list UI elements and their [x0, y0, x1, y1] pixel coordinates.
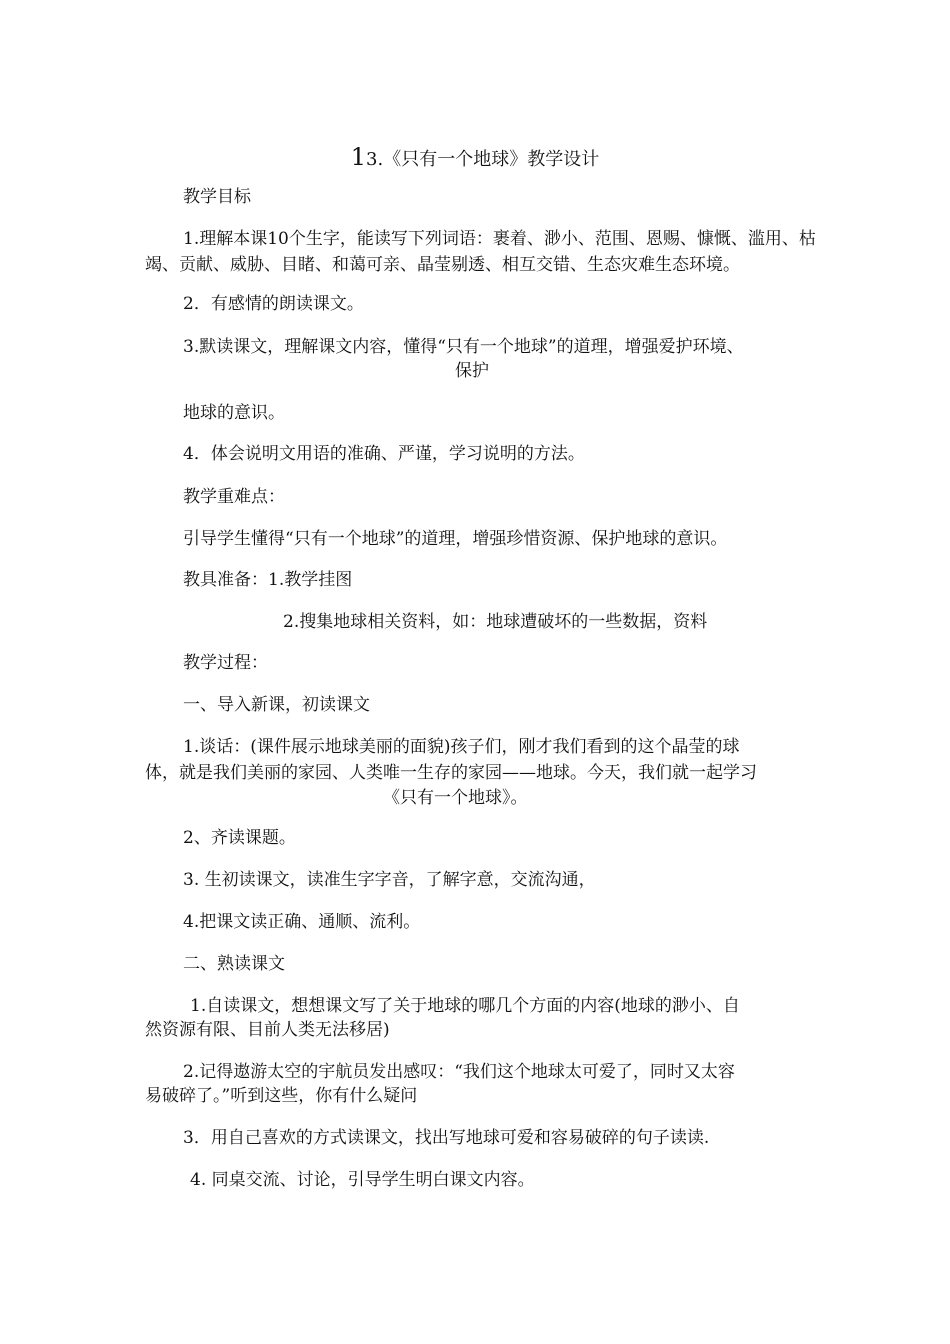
tools-line-2: 2.搜集地球相关资料，如：地球遭破坏的一些数据，资料 [283, 612, 708, 632]
part-2-item-4: 4. 同桌交流、讨论，引导学生明白课文内容。 [190, 1170, 535, 1190]
goal-item-3-line-1: 3.默读课文，理解课文内容，懂得“只有一个地球”的道理，增强爱护环境、 [183, 337, 744, 357]
part-2-item-1-line-1: 1.自读课文，想想课文写了关于地球的哪几个方面的内容(地球的渺小、自 [190, 996, 740, 1016]
part-1-heading: 一、导入新课，初读课文 [183, 695, 370, 715]
goal-item-3-line-2: 保护 [455, 361, 489, 381]
section-heading-process: 教学过程： [183, 653, 268, 673]
part-2-item-1-line-2: 然资源有限、目前人类无法移居) [145, 1020, 390, 1040]
section-heading-goals: 教学目标 [183, 187, 251, 207]
part-2-item-2-line-1: 2.记得遨游太空的宇航员发出感叹：“我们这个地球太可爱了，同时又太容 [183, 1062, 735, 1082]
goal-item-4: 4．体会说明文用语的准确、严谨，学习说明的方法。 [183, 444, 585, 464]
page-title [0, 143, 950, 171]
part-2-item-2-line-2: 易破碎了。”听到这些，你有什么疑问 [145, 1086, 418, 1106]
section-heading-key-points: 教学重难点： [183, 487, 285, 507]
part-1-item-2: 2、齐读课题。 [183, 828, 296, 848]
title-text: 3.《只有一个地球》教学设计 [366, 149, 600, 170]
part-1-item-3: 3. 生初读课文，读准生字字音，了解字意，交流沟通， [183, 870, 596, 890]
part-1-item-1-line-3: 《只有一个地球》。 [383, 788, 528, 808]
goal-item-1: 1.理解本课10个生字，能读写下列词语：裹着、渺小、范围、恩赐、慷慨、滥用、枯竭、贡献、威胁、目睹、和蔼可亲、晶莹剔透、相互交错、生态灾难生态环境。 [145, 229, 816, 275]
key-points-text: 引导学生懂得“只有一个地球”的道理，增强珍惜资源、保护地球的意识。 [183, 529, 728, 549]
title-number-lead: 1 [350, 143, 367, 171]
part-2-heading: 二、熟读课文 [183, 954, 285, 974]
goal-item-2: 2．有感情的朗读课文。 [183, 294, 364, 314]
tools-line-1: 教具准备：1.教学挂图 [183, 570, 353, 590]
part-1-item-4: 4.把课文读正确、通顺、流利。 [183, 912, 421, 932]
part-1-item-1-line-2: 体，就是我们美丽的家园、人类唯一生存的家园——地球。今天，我们就一起学习 [145, 763, 757, 783]
part-2-item-3: 3．用自己喜欢的方式读课文，找出写地球可爱和容易破碎的句子读读. [183, 1128, 710, 1148]
part-1-item-1-line-1: 1.谈话：(课件展示地球美丽的面貌)孩子们，刚才我们看到的这个晶莹的球 [183, 737, 740, 757]
goal-item-3-line-3: 地球的意识。 [183, 403, 285, 423]
